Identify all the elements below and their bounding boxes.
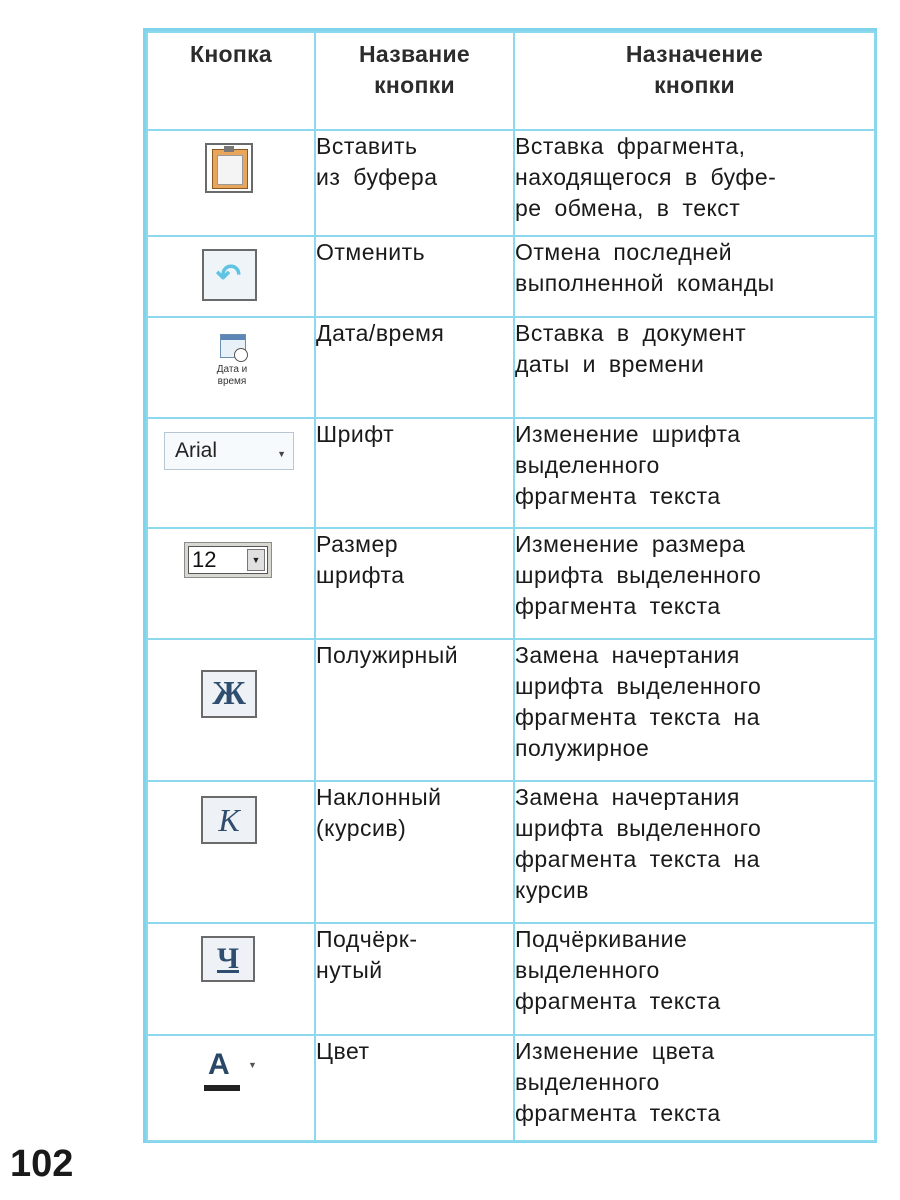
button-purpose: Изменение цвета выделенного фрагмента текста [514, 1035, 875, 1141]
table-row [147, 418, 875, 528]
button-purpose: Вставка в документ даты и времени [514, 317, 875, 418]
font-name-value: Arial [175, 439, 218, 462]
font-color-glyph: A [208, 1048, 230, 1081]
color-bar [204, 1085, 240, 1091]
icon-cell [147, 1035, 315, 1141]
icon-cell [147, 923, 315, 1035]
button-name: Полужирный [315, 639, 514, 781]
icon-cell [147, 781, 315, 923]
italic-glyph: К [218, 802, 240, 838]
page-number: 102 [10, 1143, 74, 1185]
toolbar-buttons-table [146, 31, 876, 1142]
header-name: Название кнопки [315, 32, 514, 130]
bold-icon[interactable] [201, 670, 257, 718]
clipboard-paste-icon[interactable] [205, 143, 253, 193]
table-row [147, 317, 875, 418]
button-purpose: Подчёркивание выделенного фрагмента текста [514, 923, 875, 1035]
button-name: Подчёрк- нутый [315, 923, 514, 1035]
button-name: Размер шрифта [315, 528, 514, 639]
table-row [147, 528, 875, 639]
underline-icon[interactable] [201, 936, 255, 982]
chevron-down-icon: ▼ [248, 1060, 257, 1070]
table-row [147, 923, 875, 1035]
undo-arrow-icon[interactable]: ↶ [202, 249, 257, 301]
icon-cell [147, 528, 315, 639]
table-header-row [147, 32, 875, 130]
font-size-value: 12 [192, 547, 217, 572]
underline-glyph: Ч [216, 942, 240, 975]
icon-cell [147, 418, 315, 528]
button-name: Цвет [315, 1035, 514, 1141]
button-name: Дата/время [315, 317, 514, 418]
icon-cell [147, 317, 315, 418]
table-row [147, 130, 875, 236]
font-size-dropdown[interactable] [184, 542, 272, 578]
table-row [147, 1035, 875, 1141]
table-row [147, 781, 875, 923]
button-name: Шрифт [315, 418, 514, 528]
button-name: Вставить из буфера [315, 130, 514, 236]
button-purpose: Изменение шрифта выделенного фрагмента текста [514, 418, 875, 528]
icon-cell [147, 130, 315, 236]
icon-cell [147, 236, 315, 317]
button-purpose: Отмена последней выполненной команды [514, 236, 875, 317]
table-row [147, 236, 875, 317]
header-purpose: Назначение кнопки [514, 32, 875, 130]
date-time-icon-label: Дата и время [216, 364, 248, 387]
button-name: Наклонный (курсив) [315, 781, 514, 923]
bold-glyph: Ж [212, 675, 246, 712]
font-color-icon[interactable] [194, 1048, 272, 1096]
table-row [147, 639, 875, 781]
button-purpose: Замена начертания шрифта выделенного фрагмента текста на курсив [514, 781, 875, 923]
italic-icon[interactable] [201, 796, 257, 844]
button-name: Отменить [315, 236, 514, 317]
button-purpose: Замена начертания шрифта выделенного фрагмента текста на полужирное [514, 639, 875, 781]
button-purpose: Изменение размера шрифта выделенного фрагмента текста [514, 528, 875, 639]
chevron-down-icon: ▼ [247, 549, 265, 571]
button-purpose: Вставка фрагмента, находящегося в буфе- ре обмена, в текст [514, 130, 875, 236]
header-button: Кнопка [147, 32, 315, 130]
font-name-dropdown[interactable] [164, 432, 294, 470]
icon-cell [147, 639, 315, 781]
calendar-clock-icon[interactable] [210, 334, 254, 394]
chevron-down-icon: ▼ [277, 449, 286, 459]
